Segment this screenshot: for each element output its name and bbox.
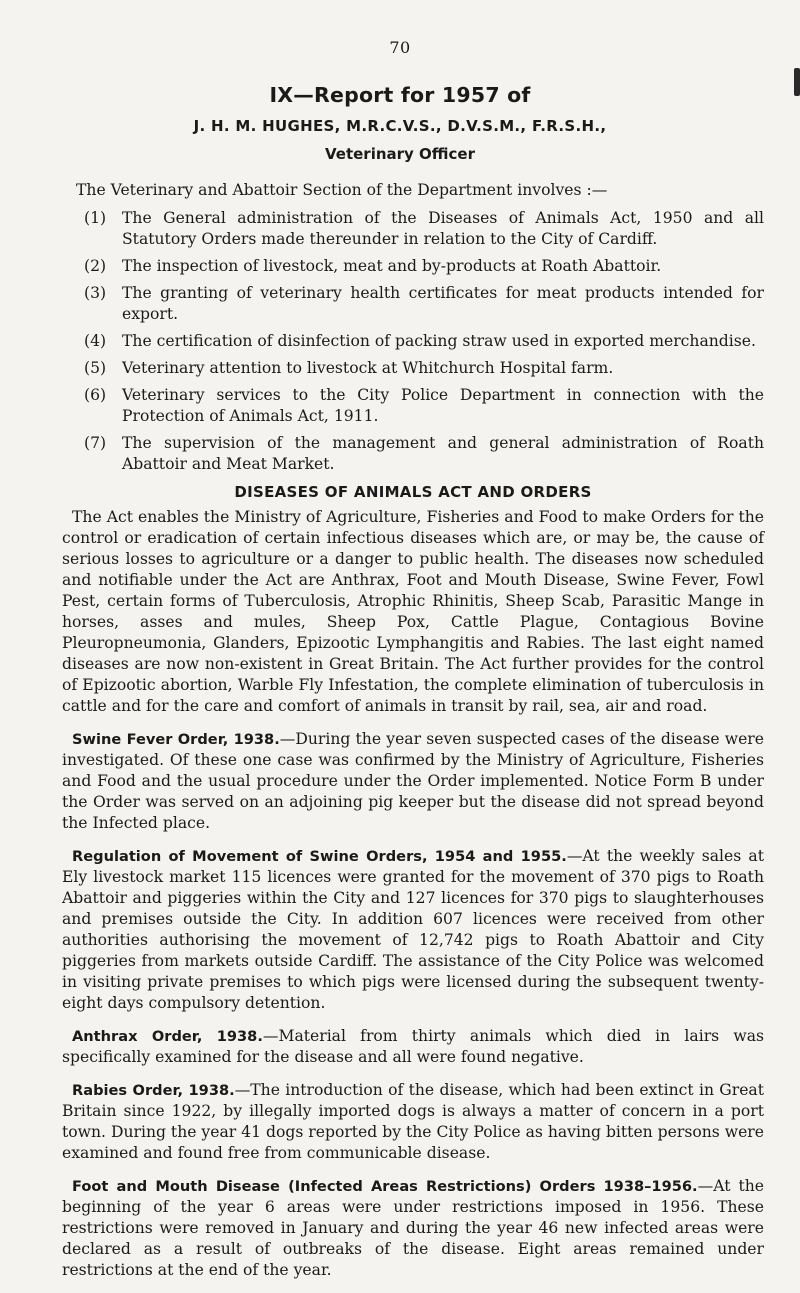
order-text: —At the weekly sales at Ely livestock market 115 licences were granted for the movement of 370 pigs to Roath Abattoir and piggeries within the City and 127 licences for 370 pigs to slaughterhouses and premises outside the City. In addition 607 licences were received from other authorities authorising the movement of 12,742 pigs to Roath Abattoir and City piggeries from markets outside Cardiff. The assistance of the City Police was welcomed in visiting private premises to which pigs were licensed during the subsequent twenty-eight days compulsory detention. xyxy=(62,847,764,1012)
order-text: —During the year seven suspected cases of the disease were investigated. Of these one case was confirmed by the Ministry of Agriculture, Fisheries and Food and the usual procedure under the Order implemented. Notice Form B under the Order was served on an adjoining pig keeper but the disease did not spread beyond the Infected place. xyxy=(62,730,764,832)
author-name: J. H. M. HUGHES, M.R.C.V.S., D.V.S.M., F.R.S.H., xyxy=(193,117,607,135)
duty-number: (1) xyxy=(84,209,107,227)
report-title: IX—Report for 1957 of xyxy=(269,83,531,107)
order-text: —The introduction of the disease, which had been extinct in Great Britain since 1922, by illegally imported dogs is always a matter of concern in a port town. During the year 41 dogs reported by the City Police as having bitten persons were examined and found free from communicable disease. xyxy=(62,1081,764,1162)
order-paragraph xyxy=(62,846,764,1014)
duty-text: The certification of disinfection of packing straw used in exported merchandise. xyxy=(122,332,756,350)
duty-item xyxy=(62,331,764,352)
duty-number: (6) xyxy=(84,386,107,404)
order-heading: Anthrax Order, 1938. xyxy=(72,1028,263,1045)
duty-number: (4) xyxy=(84,332,107,350)
duty-item xyxy=(62,283,764,325)
section-heading: DISEASES OF ANIMALS ACT AND ORDERS xyxy=(234,483,592,501)
order-text: —At the beginning of the year 6 areas were under restrictions imposed in 1956. These restrictions were removed in January and during the year 46 new infected areas were declared as a result of outbreaks of the disease. Eight areas remained under restrictions at the end of the year. xyxy=(62,1177,765,1279)
duty-text: The supervision of the management and general administration of Roath Abattoir and Meat Market. xyxy=(122,434,764,473)
duty-item xyxy=(62,256,764,277)
order-heading: Foot and Mouth Disease (Infected Areas Restrictions) Orders 1938–1956. xyxy=(72,1178,698,1195)
order-text: —Material from thirty animals which died in lairs was specifically examined for the disease and all were found negative. xyxy=(62,1027,765,1066)
duty-text: The inspection of livestock, meat and by-products at Roath Abattoir. xyxy=(122,257,662,275)
order-heading: Regulation of Movement of Swine Orders, 1954 and 1955. xyxy=(72,848,567,865)
report-header xyxy=(0,82,800,163)
duty-number: (5) xyxy=(84,359,107,377)
page-number: 70 xyxy=(389,38,411,57)
duty-text: Veterinary attention to livestock at Whitchurch Hospital farm. xyxy=(122,359,614,377)
intro-paragraph: The Veterinary and Abattoir Section of the Department involves :— xyxy=(76,181,608,199)
duty-item xyxy=(62,433,764,475)
duty-text: The granting of veterinary health certificates for meat products intended for export. xyxy=(122,284,764,323)
duty-number: (3) xyxy=(84,284,107,302)
duty-item xyxy=(62,358,764,379)
duty-number: (2) xyxy=(84,257,107,275)
order-heading: Swine Fever Order, 1938. xyxy=(72,731,280,748)
order-paragraph xyxy=(62,1176,764,1281)
author-role: Veterinary Officer xyxy=(325,145,475,163)
report-body xyxy=(62,180,764,1293)
order-paragraph xyxy=(62,1080,764,1164)
duty-number: (7) xyxy=(84,434,107,452)
duty-text: The General administration of the Diseases of Animals Act, 1950 and all Statutory Orders made thereunder in relation to the City of Cardiff. xyxy=(122,209,764,248)
duty-item xyxy=(62,385,764,427)
order-paragraph xyxy=(62,729,764,834)
duties-list xyxy=(62,208,764,475)
order-paragraph xyxy=(62,1026,764,1068)
act-paragraph: The Act enables the Ministry of Agriculture, Fisheries and Food to make Orders for the control or eradication of certain infectious diseases which are, or may be, the cause of serious losses to agriculture or a danger to public health. The diseases now scheduled and notifiable under the Act are Anthrax, Foot and Mouth Disease, Swine Fever, Fowl Pest, certain forms of Tuberculosis, Atrophic Rhinitis, Sheep Scab, Parasitic Mange in horses, asses and mules, Sheep Pox, Cattle Plague, Contagious Bovine Pleuropneumonia, Glanders, Epizootic Lymphangitis and Rabies. The last eight named diseases are now non-existent in Great Britain. The Act further provides for the control of Epizootic abortion, Warble Fly Infestation, the complete elimination of tuberculosis in cattle and for the care and comfort of animals in transit by rail, sea, air and road. xyxy=(62,508,764,715)
order-heading: Rabies Order, 1938. xyxy=(72,1082,235,1099)
duty-text: Veterinary services to the City Police Department in connection with the Protection of Animals Act, 1911. xyxy=(122,386,764,425)
duty-item xyxy=(62,208,764,250)
